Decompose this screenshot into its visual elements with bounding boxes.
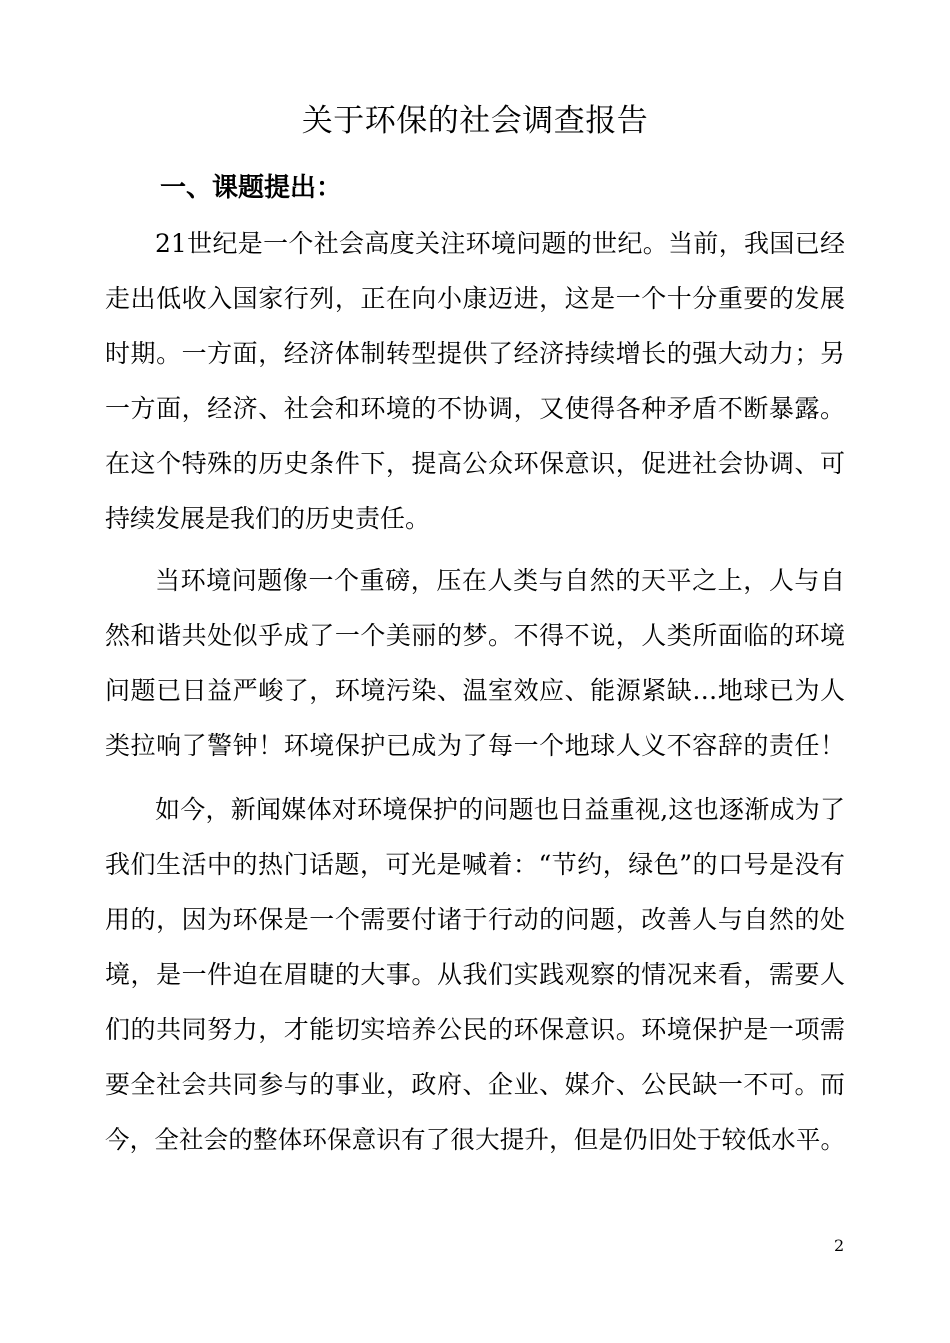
document-title: 关于环保的社会调查报告 — [301, 103, 649, 139]
paragraph-line: 要全社会共同参与的事业，政府、企业、媒介、公民缺一不可。而 — [105, 1070, 845, 1099]
paragraph-line: 境，是一件迫在眉睫的大事。从我们实践观察的情况来看，需要人 — [105, 960, 845, 989]
page-number: 2 — [834, 1236, 845, 1255]
paragraph-line: 然和谐共处似乎成了一个美丽的梦。不得不说，人类所面临的环境 — [105, 621, 845, 650]
paragraph-line: 当环境问题像一个重磅，压在人类与自然的天平之上，人与自 — [155, 566, 845, 595]
paragraph-line: 一方面，经济、社会和环境的不协调，又使得各种矛盾不断暴露。 — [105, 394, 845, 423]
paragraph-line: 类拉响了警钟！环境保护已成为了每一个地球人义不容辞的责任！ — [105, 731, 845, 760]
paragraph-line: 如今，新闻媒体对环境保护的问题也日益重视,这也逐渐成为了 — [155, 795, 845, 824]
paragraph-line: 21世纪是一个社会高度关注环境问题的世纪。当前，我国已经 — [155, 229, 845, 258]
paragraph-line: 时期。一方面，经济体制转型提供了经济持续增长的强大动力；另 — [105, 339, 845, 368]
paragraph-line: 问题已日益严峻了，环境污染、温室效应、能源紧缺…地球已为人 — [105, 676, 845, 705]
paragraph-line: 走出低收入国家行列，正在向小康迈进，这是一个十分重要的发展 — [105, 284, 845, 313]
paragraph-line: 我们生活中的热门话题，可光是喊着：“节约，绿色”的口号是没有 — [105, 850, 845, 879]
paragraph-line: 在这个特殊的历史条件下，提高公众环保意识，促进社会协调、可 — [105, 449, 845, 478]
paragraph-line: 持续发展是我们的历史责任。 — [105, 504, 431, 533]
paragraph-line: 用的，因为环保是一个需要付诸于行动的问题，改善人与自然的处 — [105, 905, 845, 934]
section-heading: 一、课题提出： — [160, 173, 343, 203]
paragraph-line: 们的共同努力，才能切实培养公民的环保意识。环境保护是一项需 — [105, 1015, 845, 1044]
paragraph-line: 今，全社会的整体环保意识有了很大提升，但是仍旧处于较低水平。 — [105, 1125, 845, 1154]
